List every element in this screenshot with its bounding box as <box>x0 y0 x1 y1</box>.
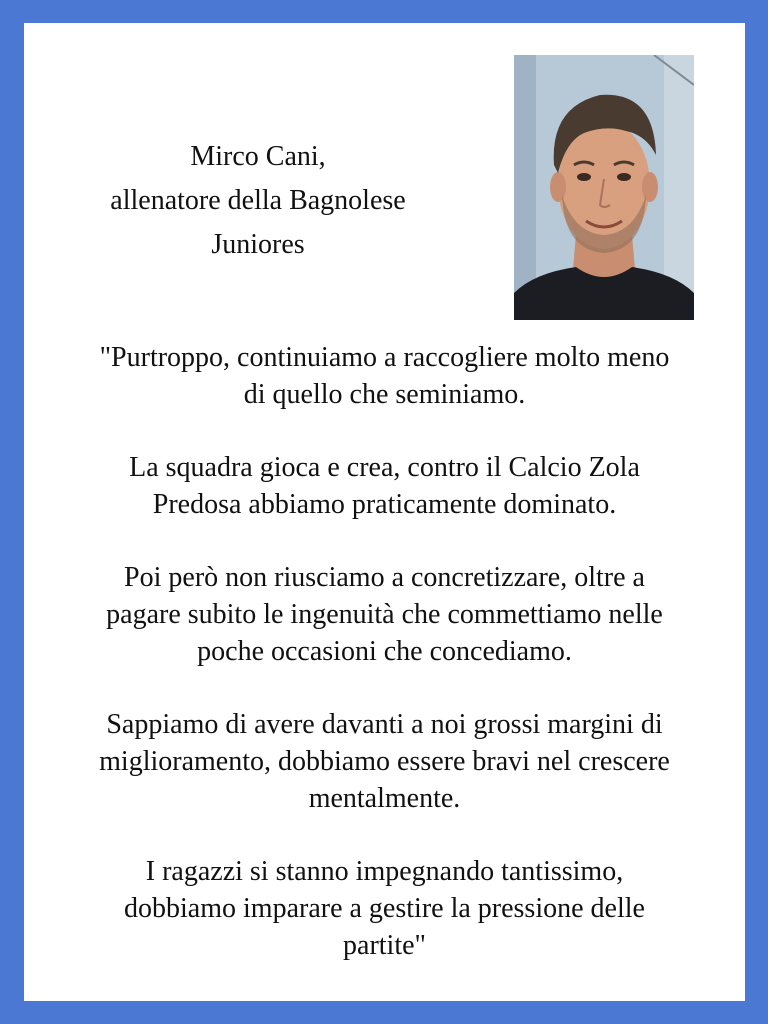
quote-line: poche occasioni che concediamo. <box>197 636 572 667</box>
quote-paragraph-2 <box>24 449 745 523</box>
quote-line: miglioramento, dobbiamo essere bravi nel crescere <box>99 746 670 777</box>
coach-photo <box>514 55 694 320</box>
quote-line: La squadra gioca e crea, contro il Calcio Zola <box>129 452 640 483</box>
quote-paragraph-1 <box>24 339 745 413</box>
quote-line: I ragazzi si stanno impegnando tantissimo, <box>145 856 624 887</box>
quote-paragraph-3 <box>24 559 745 670</box>
coach-caption <box>64 135 452 267</box>
quote-line: Poi però non riusciamo a concretizzare, oltre a <box>124 562 645 593</box>
quote-paragraph-4 <box>24 706 745 817</box>
coach-role: allenatore della Bagnolese <box>110 185 406 216</box>
coach-quote <box>24 339 745 1000</box>
quote-paragraph-5 <box>24 853 745 964</box>
quote-line: pagare subito le ingenuità che commettiamo nelle <box>106 599 663 630</box>
quote-line: partite" <box>343 930 426 961</box>
quote-line: Predosa abbiamo praticamente dominato. <box>152 489 617 520</box>
quote-card <box>24 23 745 1001</box>
quote-line: dobbiamo imparare a gestire la pressione delle <box>124 893 645 924</box>
quote-line: mentalmente. <box>308 783 461 814</box>
portrait-photo-icon <box>514 55 694 320</box>
quote-line: "Purtroppo, continuiamo a raccogliere molto meno <box>99 342 670 373</box>
quote-line: Sappiamo di avere davanti a noi grossi margini di <box>106 709 663 740</box>
coach-team: Juniores <box>211 229 305 260</box>
quote-line: di quello che seminiamo. <box>243 379 526 410</box>
coach-name: Mirco Cani, <box>190 141 326 172</box>
